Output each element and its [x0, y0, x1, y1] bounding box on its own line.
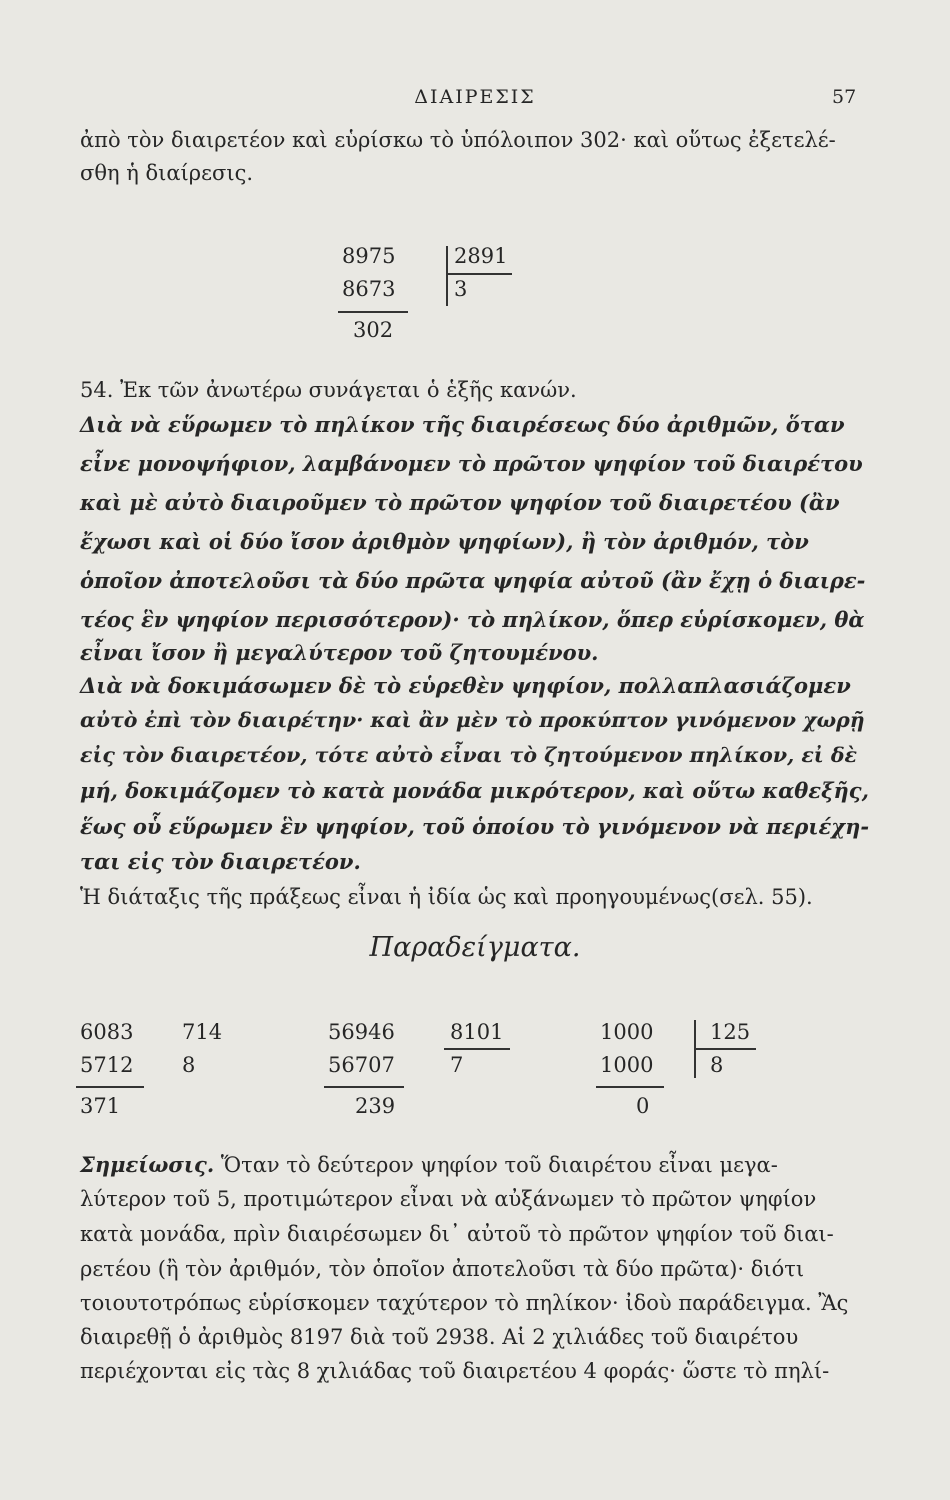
examples-title: Παραδείγματα.: [369, 932, 581, 963]
example-product: 5712: [80, 1053, 134, 1077]
remark-line: κατὰ μονάδα, πρὶν διαιρέσωμεν δι᾽ αὐτοῦ τὸ πρῶτον ψηφίον τοῦ διαι-: [80, 1222, 834, 1246]
division-bar: [446, 246, 448, 306]
divisor-underline: [694, 1048, 756, 1050]
example-divisor: 714: [182, 1020, 223, 1044]
rule-line: εἰς τὸν διαιρετέον, τότε αὐτὸ εἶναι τὸ ζητούμενον πηλίκον, εἰ δὲ: [80, 743, 857, 767]
rule-line: εἶναι ἴσον ἢ μεγαλύτερον τοῦ ζητουμένου.: [80, 640, 599, 665]
remark-line: λύτερον τοῦ 5, προτιμώτερον εἶναι νὰ αὐξάνωμεν τὸ πρῶτον ψηφίον: [80, 1187, 817, 1211]
example-remainder: 371: [80, 1094, 121, 1118]
remark-line: διαιρεθῇ ὁ ἀριθμὸς 8197 διὰ τοῦ 2938. Αἱ 2 χιλιάδες τοῦ διαιρέτου: [80, 1325, 799, 1349]
remark-line: [80, 1152, 870, 1177]
subtraction-line: [338, 311, 408, 313]
remark-line: ρετέου (ἢ τὸν ἀριθμόν, τὸν ὁποῖον ἀποτελοῦσι τὰ δύο πρῶτα)· διότι: [80, 1257, 805, 1281]
rule-line: Διὰ νὰ δοκιμάσωμεν δὲ τὸ εὑρεθὲν ψηφίον, πολλαπλασιάζομεν: [80, 673, 851, 698]
main-product: 8673: [342, 277, 396, 301]
example-quotient: 8: [710, 1053, 724, 1077]
rule-line: τέος ἓν ψηφίον περισσότερον)· τὸ πηλίκον, ὅπερ εὑρίσκομεν, θὰ: [80, 607, 865, 632]
example-dividend: 1000: [600, 1020, 654, 1044]
rule-line: ὁποῖον ἀποτελοῦσι τὰ δύο πρῶτα ψηφία αὐτοῦ (ἂν ἔχῃ ὁ διαιρε-: [80, 568, 866, 593]
arrangement-note: Ἡ διάταξις τῆς πράξεως εἶναι ἡ ἰδία ὡς καὶ προηγουμένως(σελ. 55).: [80, 885, 813, 909]
divisor-underline: [446, 273, 512, 275]
example-remainder: 0: [636, 1094, 650, 1118]
example-divisor: 125: [710, 1020, 751, 1044]
main-remainder: 302: [353, 318, 394, 342]
remark-label: Σημείωσις.: [80, 1152, 215, 1177]
intro-line: ἀπὸ τὸν διαιρετέον καὶ εὑρίσκω τὸ ὑπόλοιπον 302· καὶ οὕτως ἐξετελέ-: [80, 128, 836, 152]
remark-line: περιέχονται εἰς τὰς 8 χιλιάδας τοῦ διαιρετέου 4 φοράς· ὥστε τὸ πηλί-: [80, 1359, 830, 1383]
subtraction-line: [596, 1086, 664, 1088]
remark-line: τοιουτοτρόπως εὑρίσκομεν ταχύτερον τὸ πηλίκον· ἰδοὺ παράδειγμα. Ἂς: [80, 1291, 849, 1315]
main-dividend: 8975: [342, 244, 396, 268]
remark-text: Ὅταν τὸ δεύτερον ψηφίον τοῦ διαιρέτου εἶναι μεγα-: [220, 1153, 778, 1177]
example-remainder: 239: [355, 1094, 396, 1118]
rule-line: Διὰ νὰ εὕρωμεν τὸ πηλίκον τῆς διαιρέσεως δύο ἀριθμῶν, ὅταν: [80, 412, 845, 437]
running-header: ΔΙΑΙΡΕΣΙΣ: [414, 86, 536, 108]
rule-heading: 54. Ἐκ τῶν ἀνωτέρω συνάγεται ὁ ἑξῆς κανών.: [80, 378, 577, 402]
example-product: 56707: [328, 1053, 395, 1077]
example-quotient: 8: [182, 1053, 196, 1077]
rule-line: καὶ μὲ αὐτὸ διαιροῦμεν τὸ πρῶτον ψηφίον τοῦ διαιρετέου (ἂν: [80, 490, 840, 515]
example-dividend: 56946: [328, 1020, 395, 1044]
example-divisor: 8101: [450, 1020, 504, 1044]
divisor-underline: [444, 1048, 510, 1050]
rule-line: ται εἰς τὸν διαιρετέον.: [80, 849, 361, 874]
intro-line: σθη ἡ διαίρεσις.: [80, 161, 254, 185]
subtraction-line: [324, 1086, 404, 1088]
rule-line: ἔχωσι καὶ οἱ δύο ἴσον ἀριθμὸν ψηφίων), ἢ τὸν ἀριθμόν, τὸν: [80, 529, 809, 554]
rule-line: μή, δοκιμάζομεν τὸ κατὰ μονάδα μικρότερον, καὶ οὕτω καθεξῆς,: [80, 778, 869, 803]
main-quotient: 3: [454, 277, 468, 301]
rule-line: αὐτὸ ἐπὶ τὸν διαιρέτην· καὶ ἂν μὲν τὸ προκύπτον γινόμενον χωρῇ: [80, 708, 865, 732]
page-number: 57: [832, 86, 857, 108]
example-quotient: 7: [450, 1053, 464, 1077]
rule-line: εἶνε μονοψήφιον, λαμβάνομεν τὸ πρῶτον ψηφίον τοῦ διαιρέτου: [80, 451, 863, 476]
example-product: 1000: [600, 1053, 654, 1077]
main-divisor: 2891: [454, 244, 508, 268]
example-dividend: 6083: [80, 1020, 134, 1044]
rule-line: ἕως οὗ εὕρωμεν ἓν ψηφίον, τοῦ ὁποίου τὸ γινόμενον νὰ περιέχη-: [80, 814, 870, 839]
subtraction-line: [76, 1086, 144, 1088]
